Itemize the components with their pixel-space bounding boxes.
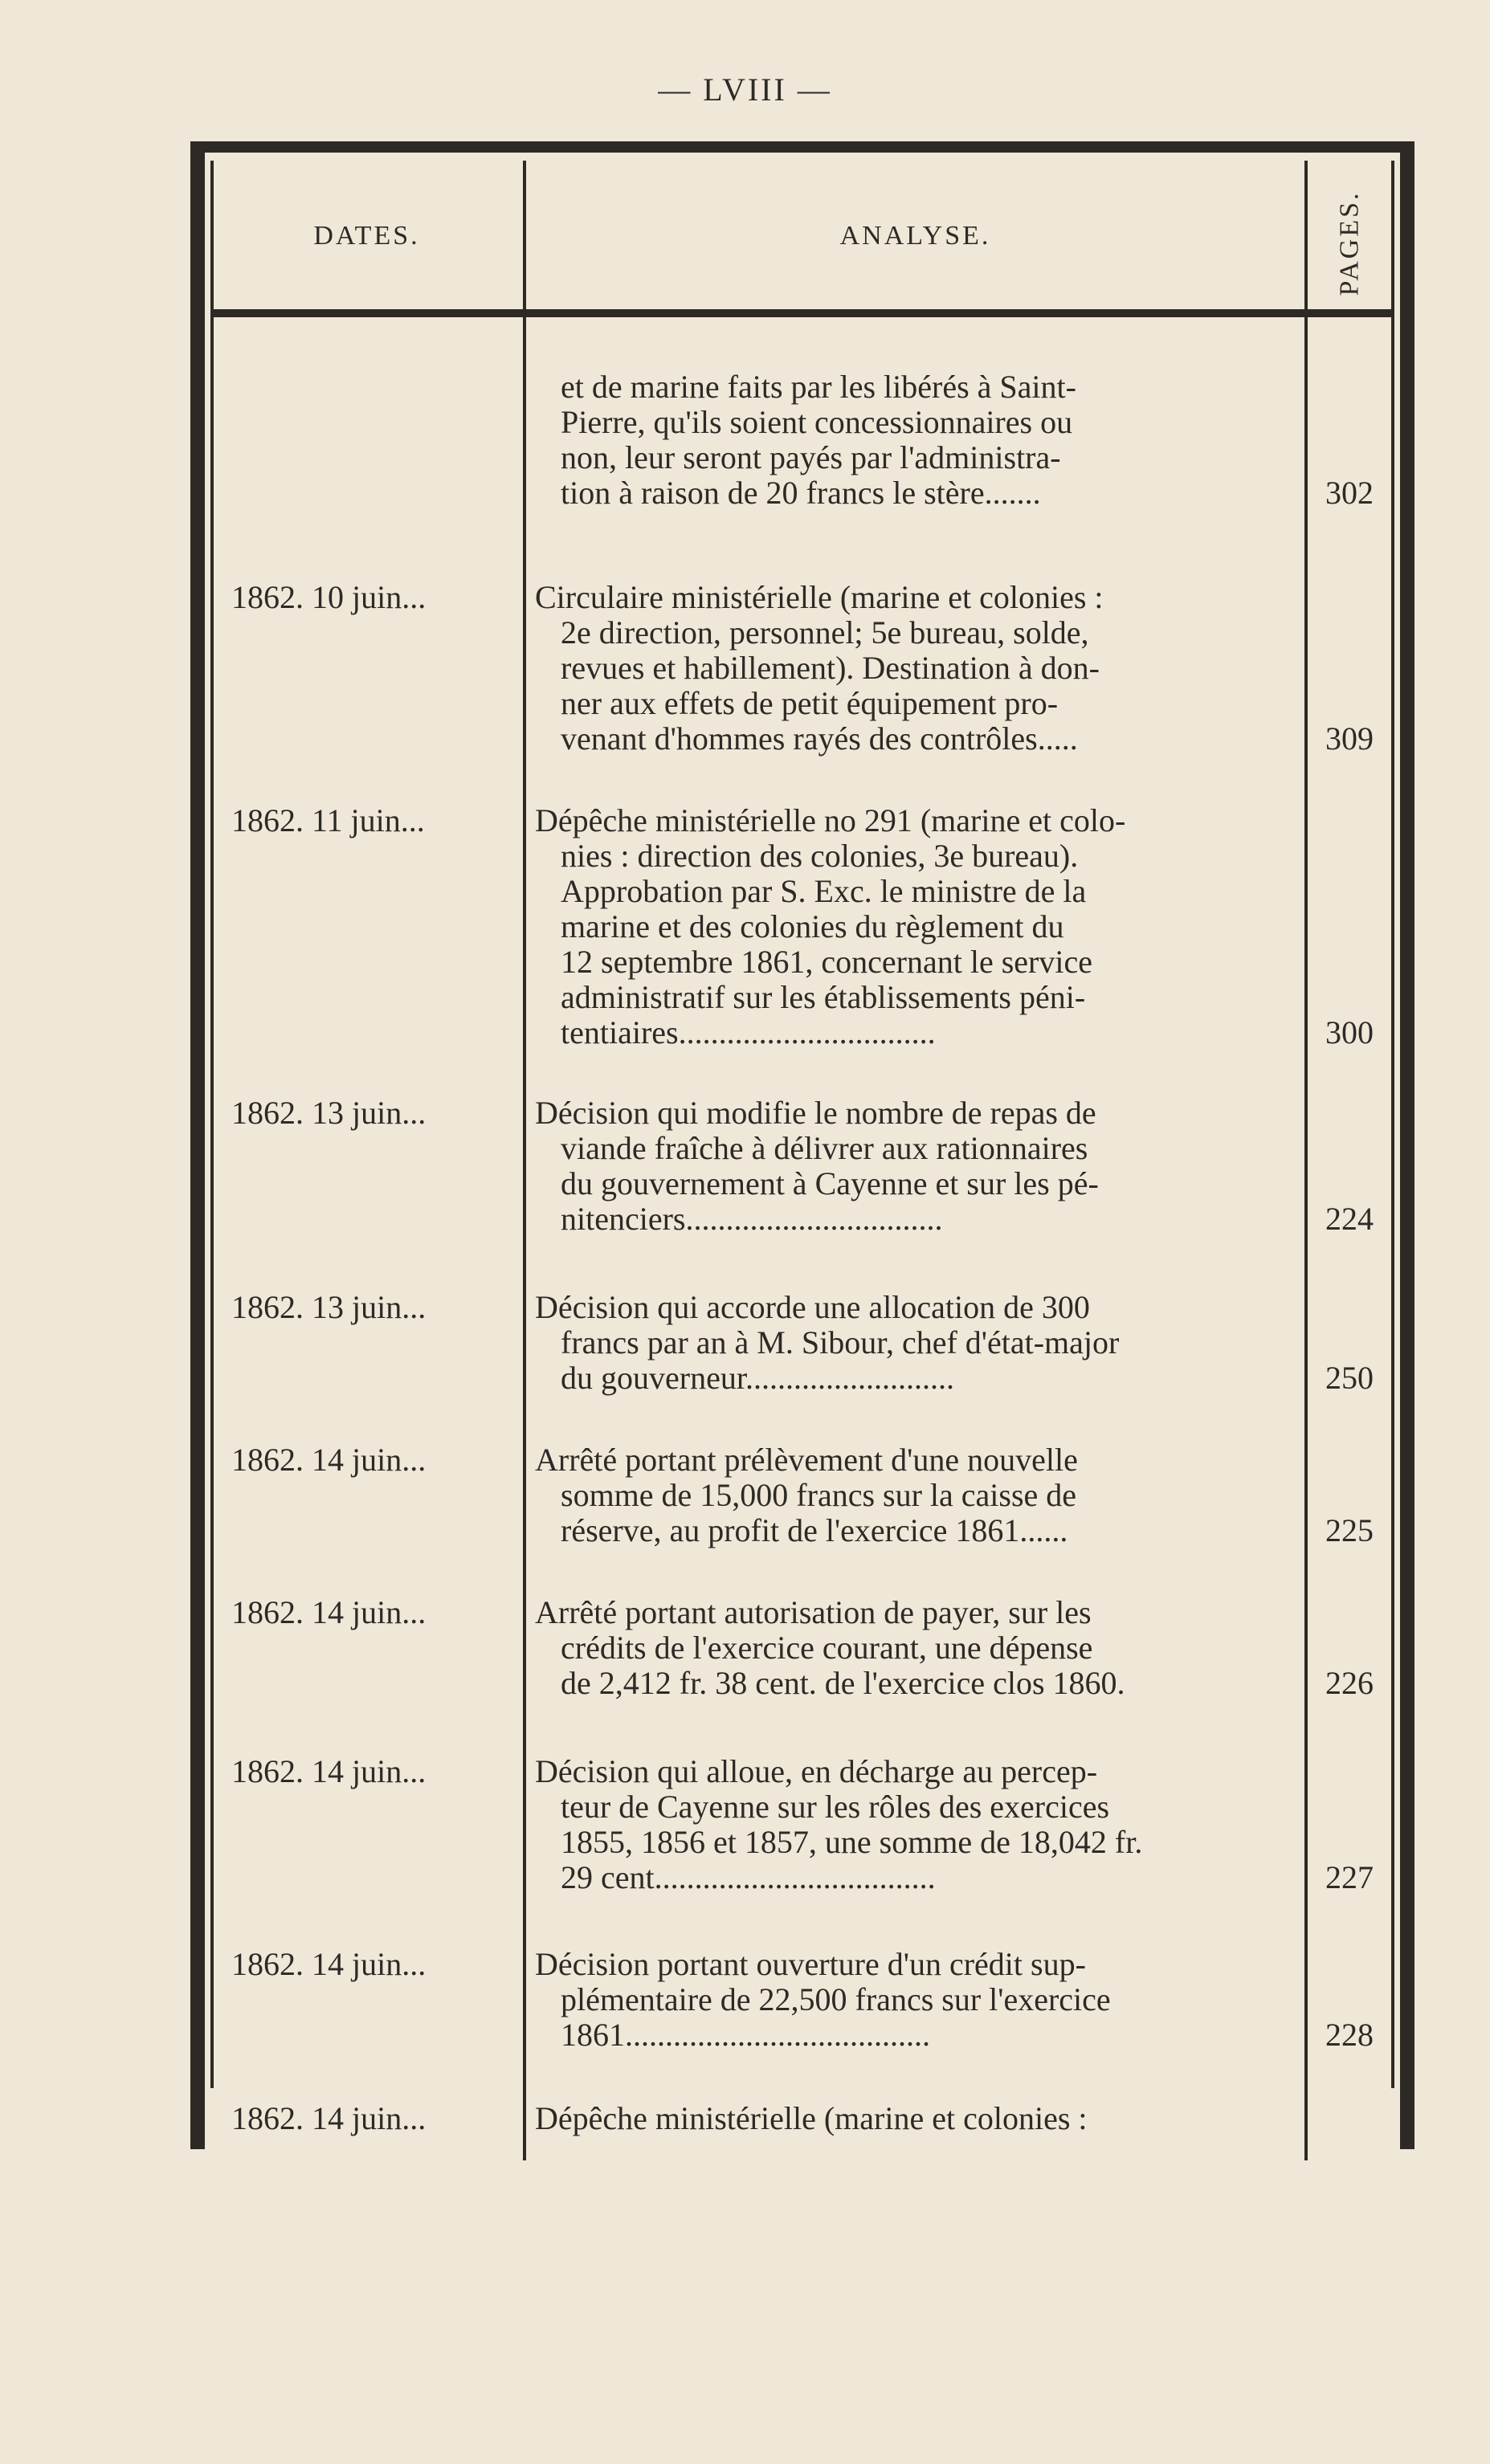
- entry-line: francs par an à M. Sibour, chef d'état-major: [561, 1325, 1120, 1361]
- entry-line: nies : direction des colonies, 3e bureau).: [561, 838, 1079, 874]
- column-header-analyse: ANALYSE.: [839, 221, 991, 251]
- entry-analysis: [535, 1442, 1298, 1548]
- entry-line: 1855, 1856 et 1857, une somme de 18,042 fr.: [561, 1825, 1143, 1860]
- entry-page: 224: [1325, 1201, 1374, 1237]
- entry-date: 1862. 14 juin...: [231, 1946, 427, 1982]
- entry-line: non, leur seront payés par l'administra-: [561, 440, 1061, 475]
- entry-line: du gouverneur..........................: [561, 1361, 954, 1396]
- entry-line: Arrêté portant prélèvement d'une nouvelle: [535, 1442, 1078, 1478]
- entry-page: 225: [1325, 1512, 1374, 1548]
- entry-line: réserve, au profit de l'exercice 1861......: [561, 1513, 1068, 1548]
- entry-page: 300: [1325, 1014, 1374, 1050]
- entry-line: crédits de l'exercice courant, une dépense: [561, 1630, 1093, 1666]
- entry-date: 1862. 13 juin...: [231, 1289, 427, 1325]
- table-border-left: [190, 141, 205, 2149]
- entry-analysis: [535, 1290, 1298, 1396]
- entry-line: tion à raison de 20 francs le stère.......: [561, 475, 1041, 511]
- entry-line: Approbation par S. Exc. le ministre de la: [561, 874, 1087, 909]
- entry-line: de 2,412 fr. 38 cent. de l'exercice clos 1860.: [561, 1666, 1125, 1701]
- header-rule-pages: [1308, 309, 1391, 317]
- header-rule-analyse: [526, 309, 1304, 317]
- entry-page: 250: [1325, 1360, 1374, 1396]
- entry-line: 2e direction, personnel; 5e bureau, solde,: [561, 615, 1089, 651]
- entry-date: 1862. 14 juin...: [231, 1442, 427, 1478]
- entry-analysis: [535, 580, 1298, 757]
- entry-analysis: [535, 1595, 1298, 1701]
- entry-line: 12 septembre 1861, concernant le service: [561, 944, 1092, 980]
- column-header-dates: DATES.: [313, 221, 420, 251]
- entry-line: Pierre, qu'ils soient concessionnaires ou: [561, 405, 1073, 440]
- entry-analysis: [535, 1095, 1298, 1237]
- entry-line: plémentaire de 22,500 francs sur l'exercice: [561, 1982, 1111, 2017]
- entry-page: 227: [1325, 1859, 1374, 1895]
- entry-line: tentiaires................................: [561, 1015, 936, 1050]
- entry-line: Arrêté portant autorisation de payer, sur les: [535, 1595, 1092, 1630]
- entry-page: 302: [1325, 475, 1374, 511]
- entry-line: administratif sur les établissements péni-: [561, 980, 1086, 1015]
- entry-line: marine et des colonies du règlement du: [561, 909, 1064, 944]
- entry-line: Dépêche ministérielle no 291 (marine et colo-: [535, 803, 1126, 838]
- header-rule-dates: [210, 309, 523, 317]
- table-border-right: [1400, 141, 1414, 2149]
- entry-line: Décision portant ouverture d'un crédit sup-: [535, 1947, 1086, 1982]
- table-inner-border-right: [1391, 161, 1394, 2088]
- entry-line: Dépêche ministérielle (marine et colonies :: [535, 2101, 1088, 2136]
- entry-line: et de marine faits par les libérés à Saint-: [561, 369, 1076, 405]
- column-header-pages-label: PAGES.: [1335, 190, 1365, 296]
- entry-line: Circulaire ministérielle (marine et colonies :: [535, 580, 1104, 615]
- entry-date: 1862. 14 juin...: [231, 1594, 427, 1630]
- entry-date: 1862. 11 juin...: [231, 802, 425, 838]
- entry-line: Décision qui accorde une allocation de 300: [535, 1290, 1090, 1325]
- entry-date: 1862. 10 juin...: [231, 579, 427, 615]
- entry-analysis: [535, 803, 1298, 1050]
- entry-analysis: [535, 1947, 1298, 2053]
- entry-analysis: [535, 2101, 1298, 2136]
- page-number: — LVIII —: [658, 71, 832, 108]
- entry-line: Décision qui modifie le nombre de repas de: [535, 1095, 1096, 1131]
- entry-line: somme de 15,000 francs sur la caisse de: [561, 1478, 1077, 1513]
- entry-line: viande fraîche à délivrer aux rationnaires: [561, 1131, 1088, 1166]
- entry-line: venant d'hommes rayés des contrôles.....: [561, 721, 1078, 757]
- entry-analysis: [535, 1754, 1298, 1895]
- entry-line: 1861......................................: [561, 2017, 930, 2053]
- entry-line: 29 cent...................................: [561, 1860, 936, 1895]
- entry-line: nitenciers................................: [561, 1201, 943, 1237]
- entry-line: Décision qui alloue, en décharge au percep-: [535, 1754, 1098, 1789]
- column-header-pages: [1318, 183, 1382, 304]
- entry-line: ner aux effets de petit équipement pro-: [561, 686, 1059, 721]
- entry-analysis: [535, 369, 1298, 511]
- table-inner-border-left: [210, 161, 214, 2088]
- table-border-top: [190, 141, 1414, 153]
- entry-date: 1862. 14 juin...: [231, 1753, 427, 1789]
- column-divider-dates: [523, 161, 526, 2160]
- entry-line: revues et habillement). Destination à don-: [561, 651, 1100, 686]
- entry-date: 1862. 13 juin...: [231, 1095, 427, 1131]
- entry-line: du gouvernement à Cayenne et sur les pé-: [561, 1166, 1099, 1201]
- entry-page: 228: [1325, 2017, 1374, 2053]
- entry-page: 309: [1325, 720, 1374, 757]
- entry-date: 1862. 14 juin...: [231, 2100, 427, 2136]
- entry-page: 226: [1325, 1665, 1374, 1701]
- entry-line: teur de Cayenne sur les rôles des exercices: [561, 1789, 1110, 1825]
